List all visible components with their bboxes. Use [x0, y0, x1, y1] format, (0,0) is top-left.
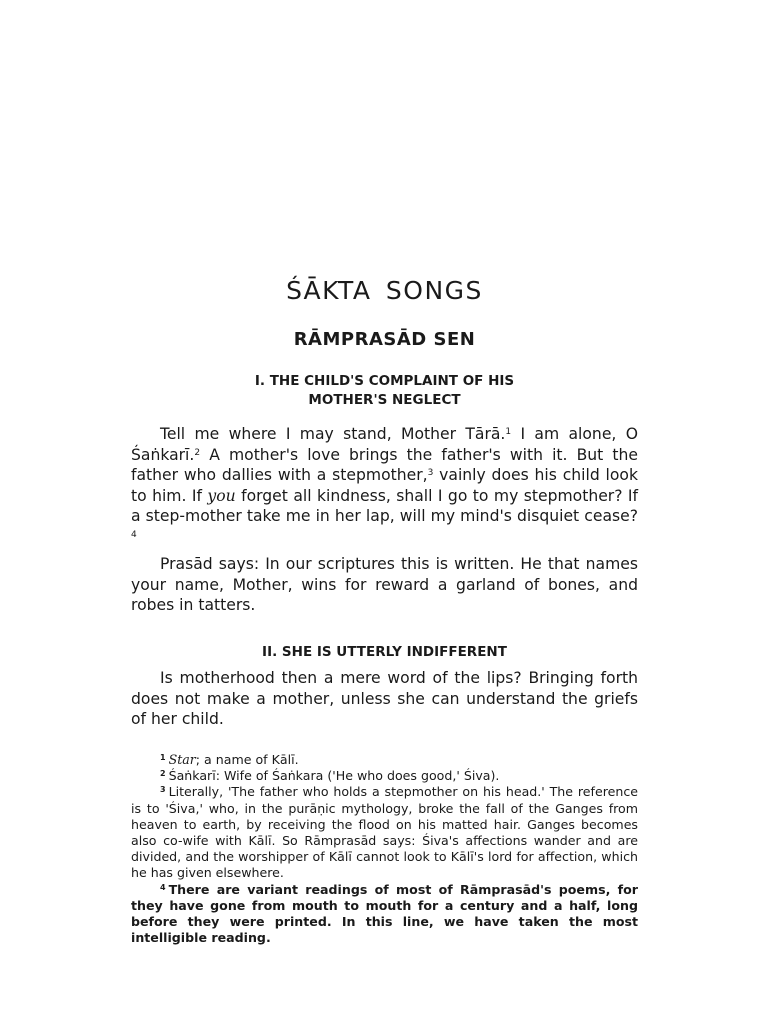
footnotes — [131, 752, 638, 946]
song-1-paragraph-1 — [131, 424, 638, 547]
section-heading-1-line1: I. THE CHILD'S COMPLAINT OF HIS — [254, 373, 515, 389]
footnote-lead: Star — [168, 752, 196, 767]
section-heading-1-line2: MOTHER'S NEGLECT — [308, 392, 461, 408]
text-run: vainly does his child look to him. If — [131, 466, 638, 505]
section-heading-1 — [131, 372, 638, 410]
text-run: A mother's love brings the father's with it. But the father who dallies with a stepmother, — [131, 445, 638, 484]
footnote-ref-4: 4 — [131, 529, 137, 540]
author-heading: RĀMPRASĀD SEN — [293, 329, 476, 350]
footnote-mark: 3 — [160, 785, 166, 795]
footnote-1 — [131, 752, 638, 768]
footnote-ref-2: 2 — [194, 447, 201, 458]
song-2-paragraph: Is motherhood then a mere word of the lips? Bringing forth does not make a mother, unless she can understand the griefs of her child. — [131, 669, 638, 728]
footnote-mark: 2 — [160, 769, 166, 779]
footnote-text: Śaṅkarī: Wife of Śaṅkara ('He who does good,' Śiva). — [168, 768, 500, 784]
text-run: I am alone, O Śaṅkarī. — [131, 425, 638, 464]
section-heading-2: II. SHE IS UTTERLY INDIFFERENT — [262, 644, 507, 660]
text-run: Tell me where I may stand, Mother Tārā. — [160, 425, 506, 443]
footnote-4 — [131, 882, 638, 947]
footnote-ref-3: 3 — [427, 468, 434, 478]
footnote-text: ; a name of Kālī. — [195, 752, 299, 767]
footnote-mark: 1 — [160, 753, 166, 762]
footnote-2 — [131, 768, 638, 784]
page-title: ŚĀKTA SONGS — [286, 276, 483, 305]
emphasis: you — [207, 486, 236, 505]
text-run: forget all kindness, shall I go to my stepmother? If a step-mother take me in her lap, will my mind's disquiet cease? — [131, 486, 639, 525]
footnote-text: There are variant readings of most of Rāmprasād's poems, for they have gone from mouth to mouth for a century and a half, long before they were printed. In this line, we have taken the most intelligible reading. — [131, 881, 638, 946]
footnote-text: Literally, 'The father who holds a stepmother on his head.' The reference is to 'Śiva,' who, in the purāṇic mythology, broke the fall of the Ganges from heaven to earth, by receiving the flood on his matted hair. Ganges becomes also co-wife with Kālī. So Rāmprasād says: Śiva's affections wander and are divided, and the worshipper of Kālī cannot look to Kālī's lord for affection, which he has given elsewhere. — [131, 784, 638, 881]
footnote-3 — [131, 784, 638, 881]
song-1-paragraph-2: Prasād says: In our scriptures this is written. He that names your name, Mother, wins for reward a garland of bones, and robes in tatters. — [131, 555, 638, 614]
footnote-mark: 4 — [160, 882, 166, 892]
footnote-ref-1: 1 — [505, 427, 512, 437]
